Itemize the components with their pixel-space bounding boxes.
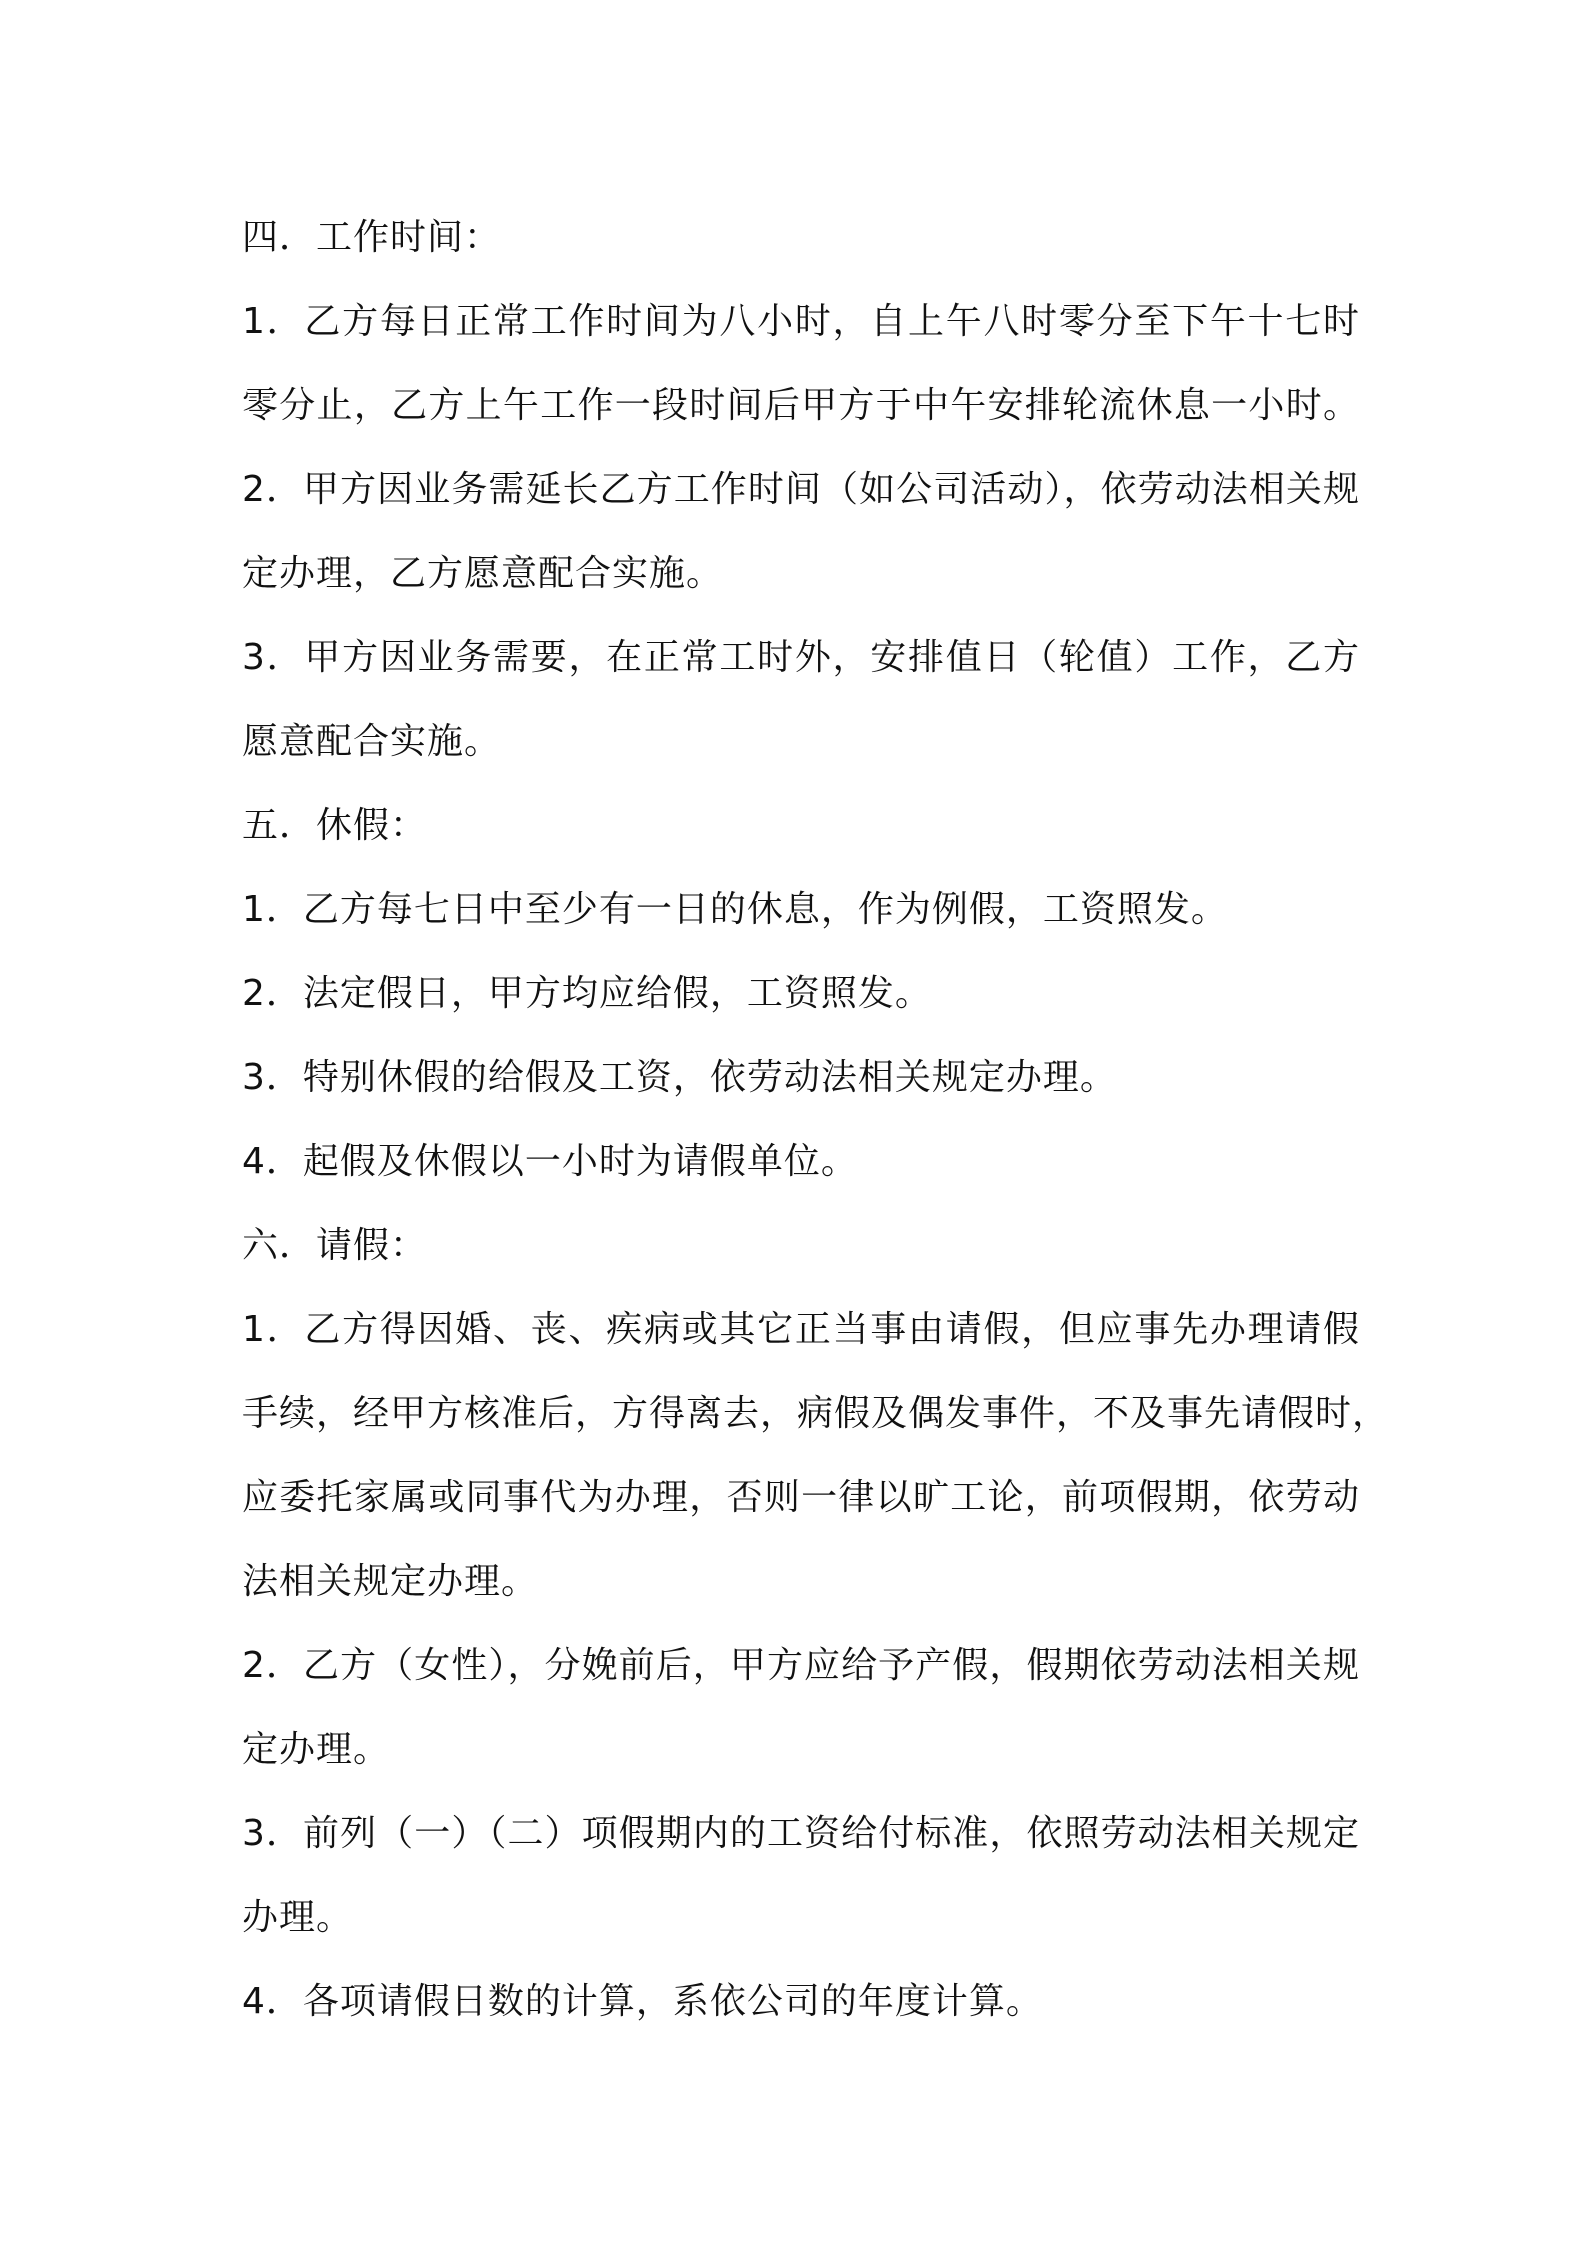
paragraph-line: 3．特别休假的给假及工资，依劳动法相关规定办理。 <box>242 1057 1117 1098</box>
section-heading-vacation: 五．休假： <box>242 805 428 846</box>
paragraph-line: 定办理，乙方愿意配合实施。 <box>242 553 724 594</box>
paragraph-line: 愿意配合实施。 <box>242 721 502 762</box>
paragraph-line: 4．各项请假日数的计算，系依公司的年度计算。 <box>242 1981 1043 2022</box>
paragraph-line: 2．乙方（女性），分娩前后，甲方应给予产假，假期依劳动法相关规 <box>242 1645 1360 1686</box>
paragraph-line: 4．起假及休假以一小时为请假单位。 <box>242 1141 858 1182</box>
paragraph-line: 3．甲方因业务需要，在正常工时外，安排值日（轮值）工作，乙方 <box>242 637 1360 678</box>
paragraph-line: 法相关规定办理。 <box>242 1561 539 1602</box>
paragraph-line: 2．法定假日，甲方均应给假，工资照发。 <box>242 973 932 1014</box>
document-body <box>242 196 1390 2044</box>
paragraph-line: 应委托家属或同事代为办理，否则一律以旷工论，前项假期，依劳动 <box>242 1477 1360 1518</box>
paragraph-line: 1．乙方每日正常工作时间为八小时，自上午八时零分至下午十七时 <box>242 301 1360 342</box>
paragraph-line: 3．前列（一）（二）项假期内的工资给付标准，依照劳动法相关规定 <box>242 1813 1360 1854</box>
paragraph-line: 1．乙方每七日中至少有一日的休息，作为例假，工资照发。 <box>242 889 1228 930</box>
section-heading-leave: 六．请假： <box>242 1225 428 1266</box>
paragraph-line: 定办理。 <box>242 1729 391 1770</box>
paragraph-line: 手续，经甲方核准后，方得离去，病假及偶发事件，不及事先请假时， <box>242 1393 1390 1434</box>
section-heading-work-hours: 四．工作时间： <box>242 217 502 258</box>
paragraph-line: 2．甲方因业务需延长乙方工作时间（如公司活动），依劳动法相关规 <box>242 469 1360 510</box>
paragraph-line: 1．乙方得因婚、丧、疾病或其它正当事由请假，但应事先办理请假 <box>242 1309 1360 1350</box>
paragraph-line: 办理。 <box>242 1897 354 1938</box>
paragraph-line: 零分止，乙方上午工作一段时间后甲方于中午安排轮流休息一小时。 <box>242 385 1360 426</box>
